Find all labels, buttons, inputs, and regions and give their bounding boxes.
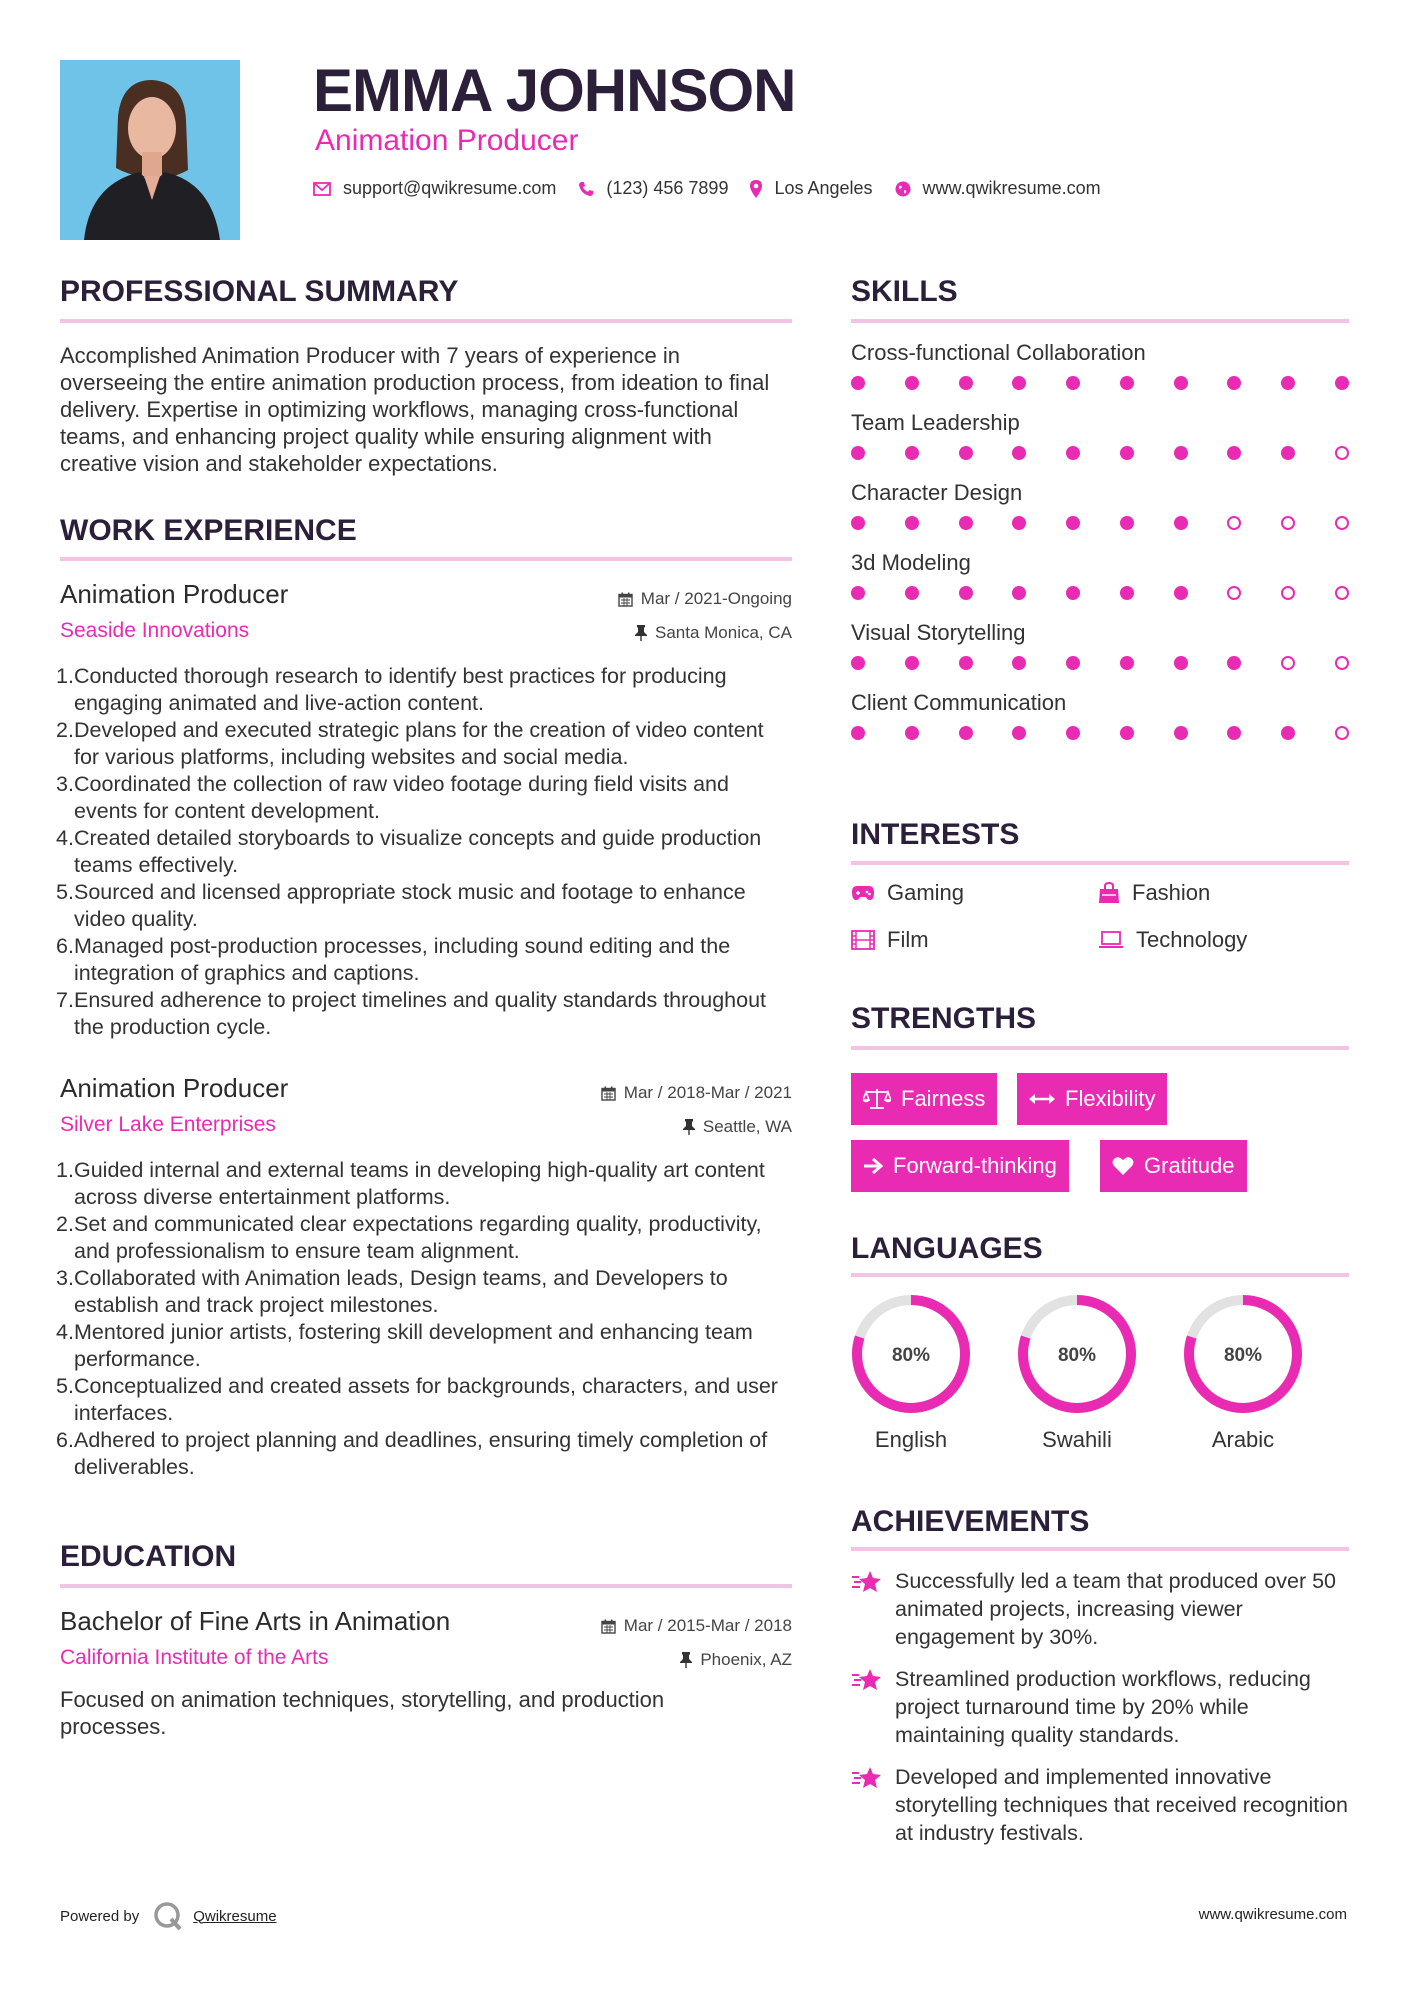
achievement-text: Streamlined production workflows, reducing project turnaround time by 20% while maintaining quality standards. (895, 1667, 1311, 1747)
rating-dot-filled (1120, 446, 1134, 460)
rating-dot-filled (1120, 586, 1134, 600)
skill-row (851, 690, 1349, 740)
achievement-text: Developed and implemented innovative storytelling techniques that received recognition at industry festivals. (895, 1765, 1348, 1845)
strengths-rule (851, 1046, 1349, 1050)
achievements-list (851, 1567, 1351, 1847)
achievement-item (851, 1763, 1351, 1847)
interest-technology (1098, 927, 1247, 953)
skill-name: Client Communication (851, 690, 1067, 715)
language-ring (851, 1294, 971, 1414)
education-location (680, 1650, 792, 1670)
list-item: 2. Set and communicated clear expectations regarding quality, productivity, and professionalism to ensure team alignment. (56, 1212, 762, 1263)
education-location-text: Phoenix, AZ (700, 1650, 792, 1669)
rating-dot-filled (1281, 376, 1295, 390)
list-item: 5. Conceptualized and created assets for backgrounds, characters, and user interfaces. (56, 1374, 778, 1425)
job-company: Silver Lake Enterprises (60, 1113, 276, 1136)
skill-rating (851, 656, 1349, 670)
rating-dot-filled (1281, 726, 1295, 740)
rating-dot-filled (959, 726, 973, 740)
star-badge-icon (851, 1569, 883, 1595)
skill-row (851, 480, 1349, 530)
strength-badge-fairness (851, 1073, 997, 1125)
job-location-text: Seattle, WA (702, 1117, 792, 1136)
rating-dot-filled (1174, 446, 1188, 460)
rating-dot-filled (1120, 656, 1134, 670)
language-name: Swahili (1042, 1427, 1112, 1452)
skill-row (851, 410, 1349, 460)
rating-dot-filled (851, 376, 865, 390)
rating-dot-filled (1066, 516, 1080, 530)
skill-rating (851, 586, 1349, 600)
rating-dot-filled (1012, 376, 1026, 390)
job-dates-text: Mar / 2021-Ongoing (640, 589, 792, 608)
rating-dot-empty (1227, 516, 1241, 530)
skill-row (851, 340, 1349, 390)
languages-rule (851, 1273, 1349, 1277)
summary-heading: PROFESSIONAL SUMMARY (60, 275, 459, 308)
shopping-bag-icon (1098, 882, 1120, 904)
strength-badge-flexibility (1017, 1073, 1167, 1125)
rating-dot-filled (851, 446, 865, 460)
rating-dot-filled (851, 726, 865, 740)
education-heading: EDUCATION (60, 1540, 237, 1573)
star-badge-icon (851, 1667, 883, 1693)
rating-dot-filled (1174, 376, 1188, 390)
strength-badge-gratitude (1100, 1140, 1247, 1192)
language-name: Arabic (1211, 1427, 1275, 1452)
language-ring (1183, 1294, 1303, 1414)
rating-dot-filled (1174, 726, 1188, 740)
rating-dot-filled (1012, 726, 1026, 740)
rating-dot-filled (1012, 516, 1026, 530)
job-entry (56, 1073, 792, 1493)
heart-icon (1112, 1156, 1134, 1176)
job-location (635, 623, 792, 643)
skill-name: Visual Storytelling (851, 620, 1026, 645)
contact-website-text: www.qwikresume.com (922, 178, 1101, 198)
list-item: 5. Sourced and licensed appropriate stock music and footage to enhance video quality. (56, 880, 746, 931)
calendar-icon (601, 1619, 616, 1634)
job-location-text: Santa Monica, CA (654, 623, 792, 642)
job-dates (618, 589, 792, 609)
contact-location (750, 178, 872, 199)
strength-badge-forward-thinking (851, 1140, 1069, 1192)
interest-fashion (1098, 880, 1210, 906)
candidate-name: EMMA JOHNSON (313, 57, 796, 124)
list-item: 2. Developed and executed strategic plans for the creation of video content for various platforms, including websites and social media. (56, 718, 764, 769)
language-item (851, 1294, 971, 1453)
job-location (683, 1117, 792, 1137)
candidate-role: Animation Producer (315, 124, 579, 157)
contact-bar (313, 178, 1123, 199)
skill-rating (851, 516, 1349, 530)
interest-gaming (851, 880, 964, 906)
rating-dot-filled (905, 446, 919, 460)
interests-rule (851, 861, 1349, 865)
rating-dot-filled (905, 726, 919, 740)
rating-dot-filled (905, 656, 919, 670)
job-entry (56, 579, 792, 1139)
experience-heading: WORK EXPERIENCE (60, 514, 357, 547)
rating-dot-filled (1066, 586, 1080, 600)
strengths-heading: STRENGTHS (851, 1002, 1037, 1035)
rating-dot-filled (1120, 376, 1134, 390)
strength-label: Fairness (901, 1086, 986, 1111)
rating-dot-filled (1066, 446, 1080, 460)
skill-rating (851, 726, 1349, 740)
achievement-item (851, 1567, 1351, 1651)
interest-label: Gaming (887, 880, 965, 905)
profile-photo (60, 60, 240, 240)
envelope-icon (313, 182, 331, 196)
calendar-icon (618, 592, 633, 607)
rating-dot-filled (851, 586, 865, 600)
skills-heading: SKILLS (851, 275, 958, 308)
rating-dot-filled (1066, 656, 1080, 670)
contact-location-text: Los Angeles (774, 178, 873, 198)
skill-rating (851, 376, 1349, 390)
qwikresume-logo-icon (153, 1901, 183, 1931)
job-company: Seaside Innovations (60, 619, 250, 642)
education-degree: Bachelor of Fine Arts in Animation (60, 1606, 451, 1636)
language-ring (1017, 1294, 1137, 1414)
arrows-h-icon (1029, 1092, 1055, 1106)
arrow-right-icon (863, 1157, 883, 1175)
rating-dot-filled (905, 586, 919, 600)
education-description: Focused on animation techniques, storytelling, and production processes. (60, 1687, 665, 1739)
rating-dot-empty (1227, 586, 1241, 600)
summary-text: Accomplished Animation Producer with 7 years of experience in overseeing the entire animation production process, from ideation to final delivery. Expertise in optimizing workflows, managing cross-functional teams, and enhancing project quality while ensuring alignment with creative vision and stakeholder expectations. (60, 343, 770, 476)
skills-rule (851, 319, 1349, 323)
laptop-icon (1098, 931, 1124, 949)
calendar-icon (601, 1086, 616, 1101)
list-item: 3. Collaborated with Animation leads, Design teams, and Developers to establish and track project milestones. (56, 1266, 728, 1317)
list-item: 4. Mentored junior artists, fostering skill development and enhancing team performance. (56, 1320, 753, 1371)
language-percent: 80% (1057, 1345, 1097, 1366)
skills-list (851, 340, 1349, 760)
rating-dot-filled (1227, 446, 1241, 460)
rating-dot-filled (959, 586, 973, 600)
strength-label: Gratitude (1144, 1153, 1235, 1178)
language-percent: 80% (1223, 1345, 1263, 1366)
rating-dot-filled (1012, 586, 1026, 600)
rating-dot-empty (1335, 586, 1349, 600)
contact-phone-text: (123) 456 7899 (606, 178, 729, 198)
rating-dot-empty (1281, 586, 1295, 600)
rating-dot-filled (959, 446, 973, 460)
contact-phone[interactable] (578, 178, 728, 199)
footer-website[interactable]: www.qwikresume.com (1198, 1906, 1347, 1923)
strength-label: Forward-thinking (893, 1153, 1057, 1178)
summary-rule (60, 319, 792, 323)
rating-dot-filled (1120, 726, 1134, 740)
rating-dot-empty (1335, 726, 1349, 740)
list-item: 3. Coordinated the collection of raw video footage during field visits and events for content development. (56, 772, 729, 823)
pushpin-icon (683, 1119, 695, 1135)
languages-heading: LANGUAGES (851, 1232, 1043, 1265)
interest-label: Fashion (1132, 880, 1211, 905)
interest-film (851, 927, 929, 953)
film-icon (851, 930, 875, 950)
rating-dot-filled (1227, 656, 1241, 670)
interest-label: Film (887, 927, 929, 952)
rating-dot-filled (1066, 726, 1080, 740)
achievements-heading: ACHIEVEMENTS (851, 1505, 1090, 1538)
rating-dot-empty (1281, 516, 1295, 530)
rating-dot-filled (851, 516, 865, 530)
rating-dot-empty (1281, 656, 1295, 670)
rating-dot-filled (1281, 446, 1295, 460)
rating-dot-filled (905, 376, 919, 390)
contact-email-text: support@qwikresume.com (343, 178, 557, 198)
list-item: 6. Managed post-production processes, including sound editing and the integration of graphics and captions. (56, 934, 731, 985)
list-item: 1. Conducted thorough research to identify best practices for producing engaging animated and live-action content. (56, 664, 727, 715)
rating-dot-filled (1227, 376, 1241, 390)
job-dates (601, 1083, 792, 1103)
rating-dot-filled (1120, 516, 1134, 530)
skill-name: Character Design (851, 480, 1023, 505)
education-dates-text: Mar / 2015-Mar / 2018 (623, 1616, 792, 1635)
achievements-rule (851, 1547, 1349, 1551)
skill-rating (851, 446, 1349, 460)
job-dates-text: Mar / 2018-Mar / 2021 (623, 1083, 792, 1102)
language-item (1183, 1294, 1303, 1453)
rating-dot-filled (851, 656, 865, 670)
rating-dot-filled (1012, 446, 1026, 460)
interest-label: Technology (1136, 927, 1248, 952)
qwikresume-link[interactable]: Qwikresume (193, 1907, 277, 1925)
rating-dot-filled (959, 516, 973, 530)
powered-by-label: Powered by (60, 1907, 140, 1925)
rating-dot-empty (1335, 516, 1349, 530)
phone-icon (578, 181, 594, 197)
job-bullets (56, 1157, 792, 1481)
achievement-text: Successfully led a team that produced over 50 animated projects, increasing viewer engagement by 30%. (895, 1569, 1337, 1649)
pushpin-icon (680, 1652, 692, 1668)
list-item: 6. Adhered to project planning and deadlines, ensuring timely completion of deliverables. (56, 1428, 768, 1479)
contact-email[interactable] (313, 178, 556, 199)
map-marker-icon (750, 180, 762, 198)
experience-rule (60, 557, 792, 561)
rating-dot-empty (1335, 656, 1349, 670)
rating-dot-filled (1066, 376, 1080, 390)
rating-dot-filled (959, 376, 973, 390)
balance-scale-icon (863, 1088, 891, 1110)
rating-dot-filled (959, 656, 973, 670)
strength-label: Flexibility (1065, 1086, 1156, 1111)
contact-website[interactable] (895, 178, 1101, 199)
skill-name: Team Leadership (851, 410, 1020, 435)
education-dates (601, 1616, 792, 1636)
language-item (1017, 1294, 1137, 1453)
skill-row (851, 620, 1349, 670)
rating-dot-filled (905, 516, 919, 530)
job-title: Animation Producer (60, 1073, 289, 1103)
language-percent: 80% (891, 1345, 931, 1366)
job-title: Animation Producer (60, 579, 289, 609)
education-rule (60, 1584, 792, 1588)
job-bullets (56, 663, 792, 1041)
rating-dot-empty (1335, 446, 1349, 460)
list-item: 7. Ensured adherence to project timelines and quality standards throughout the production cycle. (56, 988, 767, 1039)
languages-list (851, 1294, 1275, 1464)
rating-dot-filled (1174, 516, 1188, 530)
rating-dot-filled (1174, 586, 1188, 600)
skill-row (851, 550, 1349, 600)
footer-powered-by (60, 1901, 277, 1931)
skill-name: Cross-functional Collaboration (851, 340, 1146, 365)
list-item: 1. Guided internal and external teams in developing high-quality art content across diverse entertainment platforms. (56, 1158, 765, 1209)
rating-dot-filled (1012, 656, 1026, 670)
globe-icon (895, 181, 911, 197)
achievement-item (851, 1665, 1351, 1749)
rating-dot-filled (1174, 656, 1188, 670)
interests-heading: INTERESTS (851, 818, 1020, 851)
pushpin-icon (635, 625, 647, 641)
list-item: 4. Created detailed storyboards to visualize concepts and guide production teams effectively. (56, 826, 762, 877)
education-school: California Institute of the Arts (60, 1646, 329, 1669)
rating-dot-filled (1227, 726, 1241, 740)
gamepad-icon (851, 885, 875, 901)
skill-name: 3d Modeling (851, 550, 971, 575)
rating-dot-filled (1335, 376, 1349, 390)
language-name: English (874, 1427, 948, 1452)
star-badge-icon (851, 1765, 883, 1791)
education-entry (60, 1606, 792, 1746)
